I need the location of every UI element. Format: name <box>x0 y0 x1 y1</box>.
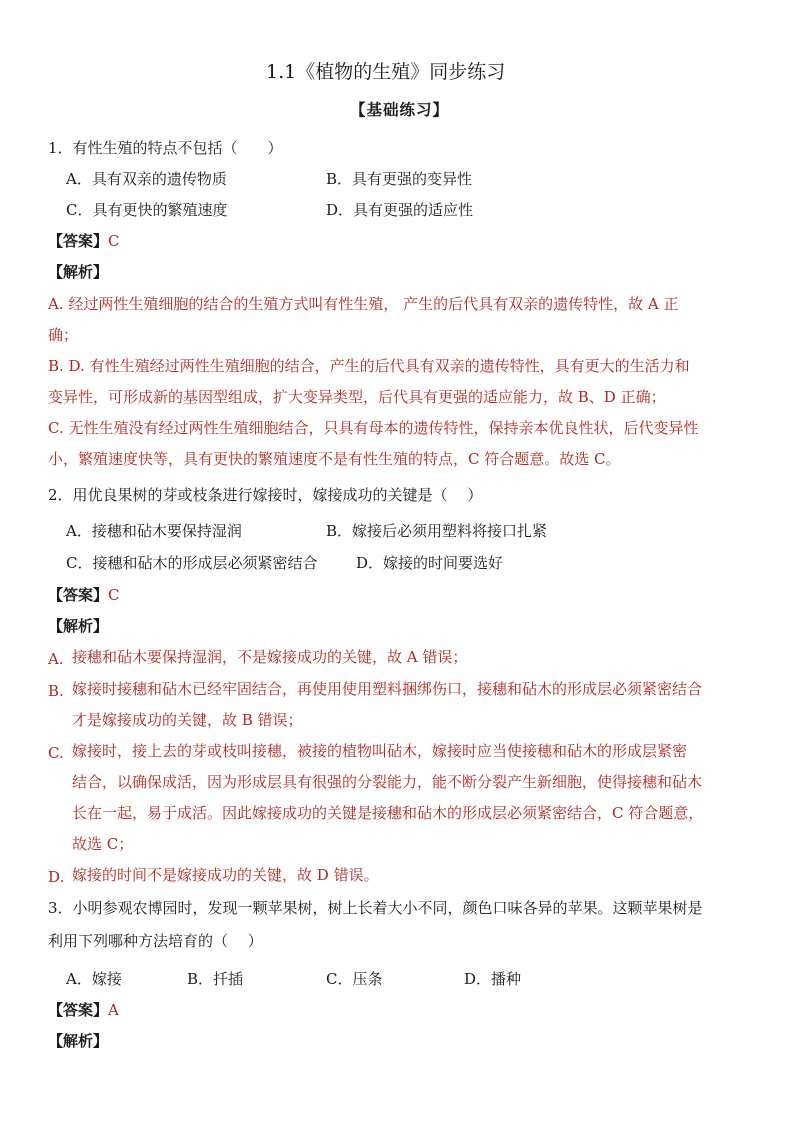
q1-option-a: A．具有双亲的遗传物质 <box>66 170 227 188</box>
q2-answer <box>48 585 120 605</box>
q3-option-b: B．扦插 <box>187 970 244 988</box>
q3-answer-label: 【答案】 <box>48 1001 109 1019</box>
q2-answer-value: C <box>108 586 120 604</box>
q1-analysis-label: 【解析】 <box>48 263 109 281</box>
q1-analysis-c-line2: 小，繁殖速度快等，具有更快的繁殖速度不是有性生殖的特点，C 符合题意。故选 C。 <box>48 450 621 468</box>
q2-analysis-b-line1: 嫁接时接穗和砧木已经牢固结合，再使用使用塑料捆绑伤口，接穗和砧木的形成层必须紧密结合 <box>72 680 703 698</box>
q2-analysis-d-line1: 嫁接的时间不是嫁接成功的关键，故 D 错误。 <box>72 866 379 884</box>
q1-answer-value: C <box>108 232 120 250</box>
q1-analysis-bd-line2: 变异性，可形成新的基因型组成，扩大变异类型，后代具有更强的适应能力，故 B、D 正确； <box>48 388 666 406</box>
q1-analysis-bd-line1: B. D. 有性生殖经过两性生殖细胞的结合，产生的后代具有双亲的遗传特性，具有更大的生活力和 <box>48 357 690 375</box>
q2-analysis-label: 【解析】 <box>48 617 109 635</box>
q2-stem: 2．用优良果树的芽或枝条进行嫁接时，嫁接成功的关键是（ ） <box>48 486 483 504</box>
q3-option-c: C．压条 <box>326 970 383 988</box>
section-heading: 【基础练习】 <box>350 100 450 119</box>
page-title: 1.1《植物的生殖》同步练习 <box>266 61 506 83</box>
q1-analysis-a-line1: A. 经过两性生殖细胞的结合的生殖方式叫有性生殖， 产生的后代具有双亲的遗传特性，故 A 正 <box>48 295 679 313</box>
q2-analysis-c-line2: 结合，以确保成活，因为形成层具有很强的分裂能力，能不断分裂产生新细胞，使得接穗和砧木 <box>72 773 703 791</box>
q1-analysis-a-line2: 确； <box>48 326 79 344</box>
q2-option-c: C．接穗和砧木的形成层必须紧密结合 <box>66 554 318 572</box>
q3-answer-value: A <box>108 1001 119 1019</box>
q2-analysis-c-line3: 长在一起，易于成活。因此嫁接成功的关键是接穗和砧木的形成层必须紧密结合，C 符合题意， <box>72 804 704 822</box>
q1-answer <box>48 231 120 251</box>
q2-analysis-a-marker: A. <box>48 650 64 668</box>
q2-analysis-b-line2: 才是嫁接成功的关键，故 B 错误； <box>72 711 303 729</box>
q3-answer <box>48 1000 119 1020</box>
q1-option-b: B．具有更强的变异性 <box>326 170 473 188</box>
q3-option-d: D．播种 <box>464 970 522 988</box>
q2-analysis-a-line1: 接穗和砧木要保持湿润，不是嫁接成功的关键，故 A 错误； <box>72 648 468 666</box>
q3-analysis-label: 【解析】 <box>48 1032 109 1050</box>
q1-option-d: D．具有更强的适应性 <box>326 201 474 219</box>
q1-stem: 1．有性生殖的特点不包括（ ） <box>48 139 283 157</box>
q2-analysis-d-marker: D. <box>48 868 65 886</box>
q3-stem-line1: 3．小明参观农博园时，发现一颗苹果树，树上长着大小不同，颜色口味各异的苹果。这颗苹果树是 <box>48 899 703 917</box>
q2-option-b: B．嫁接后必须用塑料将接口扎紧 <box>326 522 548 540</box>
q2-analysis-c-marker: C. <box>48 744 64 762</box>
q3-stem-line2: 利用下列哪种方法培育的（ ） <box>48 932 263 950</box>
q2-answer-label: 【答案】 <box>48 586 109 604</box>
q2-analysis-c-line4: 故选 C； <box>72 835 134 853</box>
q1-option-c: C．具有更快的繁殖速度 <box>66 201 228 219</box>
q2-option-d: D．嫁接的时间要选好 <box>356 554 504 572</box>
q1-analysis-c-line1: C. 无性生殖没有经过两性生殖细胞结合，只具有母本的遗传特性，保持亲本优良性状，后代变异性 <box>48 419 699 437</box>
q3-option-a: A．嫁接 <box>66 970 122 988</box>
q2-analysis-b-marker: B. <box>48 682 64 700</box>
q2-option-a: A．接穗和砧木要保持湿润 <box>66 522 242 540</box>
q1-answer-label: 【答案】 <box>48 232 109 250</box>
q2-analysis-c-line1: 嫁接时，接上去的芽或枝叫接穗，被接的植物叫砧木，嫁接时应当使接穗和砧木的形成层紧密 <box>72 742 688 760</box>
